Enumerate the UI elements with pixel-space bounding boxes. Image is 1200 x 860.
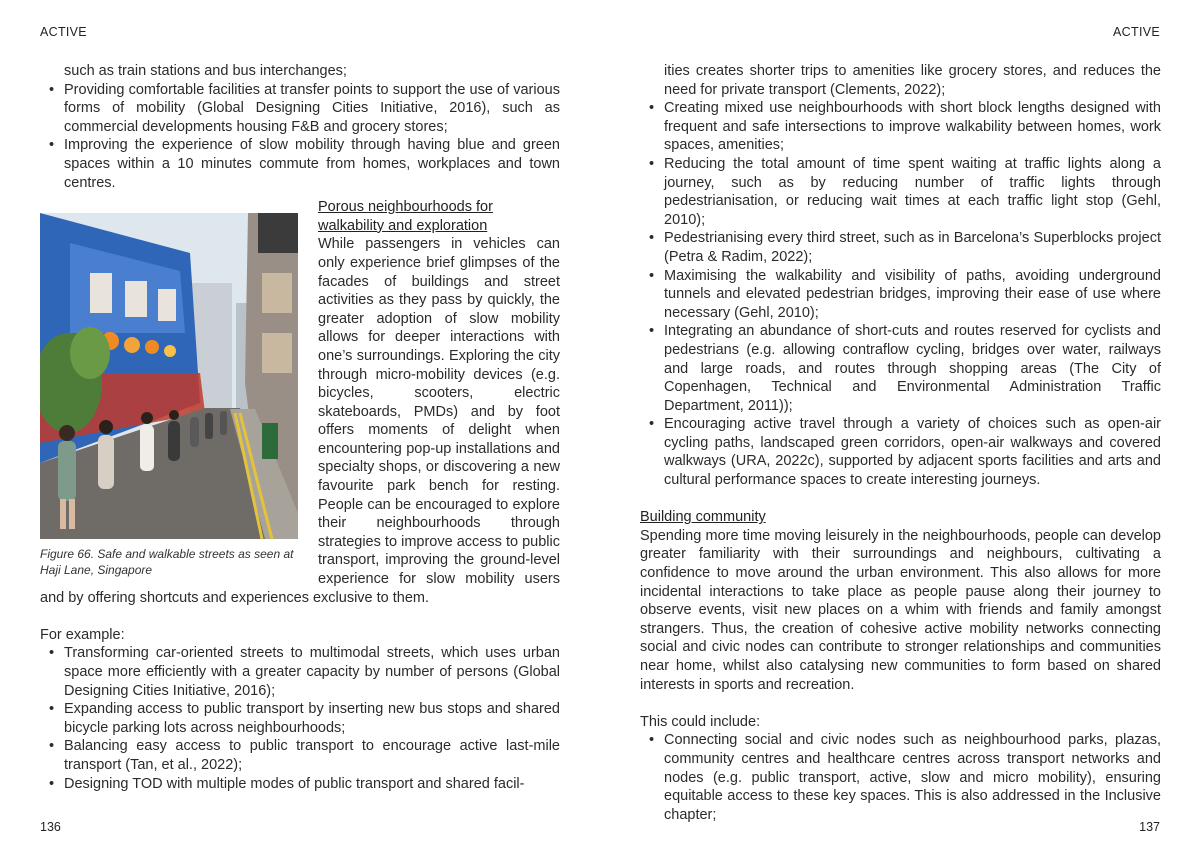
figure-caption: Figure 66. Safe and walkable streets as seen at Haji Lane, Singapore <box>40 547 294 577</box>
figure-section <box>40 198 560 607</box>
list-item: • Improving the experience of slow mobility through having blue and green spaces within a 10 minutes commute from homes, workplaces and town centres. <box>40 136 560 192</box>
list-item: • Transforming car-oriented streets to multimodal streets, which uses urban space more efficiently with a greater capacity by number of persons (Global Designing Cities Initiative, 2016); <box>40 644 560 700</box>
list-item: • Integrating an abundance of short-cuts and routes reserved for cyclists and pedestrians (e.g. allowing contraflow cycling, bridges over water, railways and large roads, and routes through shopping areas (The City of Copenhagen, Technical and Environmental Administration Traffic Department, 2011)); <box>640 322 1161 415</box>
running-header-left: ACTIVE <box>40 25 87 39</box>
list-item: • Connecting social and civic nodes such as neighbourhood parks, plazas, community centres and healthcare centres across transport networks and nodes (e.g. public transport, active, slow and micro mobility), ensuring equitable access to these key spaces. This is also addressed in the Inclusive chapter; <box>640 731 1161 824</box>
list-item: • Designing TOD with multiple modes of public transport and shared facil- <box>40 775 560 794</box>
page-number-left: 136 <box>40 820 61 834</box>
figure <box>40 213 302 582</box>
list-item: • Expanding access to public transport by inserting new bus stops and shared bicycle parking lots across neighbourhoods; <box>40 700 560 737</box>
bullet-list-top-left <box>40 62 560 192</box>
bullet-list-bottom-right <box>640 731 1161 824</box>
bullet-list-bottom-left <box>40 644 560 793</box>
left-page-column <box>40 62 560 793</box>
street-photo <box>40 213 298 539</box>
running-header-right: ACTIVE <box>1113 25 1160 39</box>
section-title-porous: Porous neighbourhoods for walkability and exploration <box>318 199 493 234</box>
list-item: • Creating mixed use neighbourhoods with short block lengths designed with frequent and safe intersections to improve walkability between homes, work spaces, amenities; <box>640 99 1161 155</box>
list-item: • Providing comfortable facilities at transfer points to support the use of various forms of mobility (Global Designing Cities Initiative, 2016), such as commercial developments housing F&B and grocery stores; <box>40 81 560 137</box>
list-item: • Pedestrianising every third street, such as in Barcelona’s Superblocks project (Petra & Radim, 2022); <box>640 229 1161 266</box>
page-number-right: 137 <box>1139 820 1160 834</box>
haji-lane-photo-illustration <box>40 213 298 539</box>
list-item: such as train stations and bus interchanges; <box>64 63 347 79</box>
list-item: • Reducing the total amount of time spent waiting at traffic lights along a journey, such as by reducing number of traffic lights through pedestrianisation, or reducing wait times at each traffic light stop (Gehl, 2010); <box>640 155 1161 229</box>
bullet-list-top-right <box>640 62 1161 490</box>
section-body-community: Spending more time moving leisurely in the neighbourhoods, people can develop greater familiarity with their surroundings and neighbours, cultivating a confidence to move around the urban environment. This also allows for more incidental interactions to take place as people pause along their journey to observe events, visit new places on a whim with friends and family amongst strangers. Thus, the creation of cohesive active mobility networks connecting social and civic nodes can contribute to stronger relationships and communities near home, whilst also catalysing new communities to form based on shared interests in sports and recreation. <box>640 527 1161 693</box>
section-body-porous: While passengers in vehicles can only experience brief glimpses of the facades of buildings and street activities as they pass by quickly, the greater adoption of slow mobility allows for deeper interactions with one’s surroundings. Exploring the city through micro-mobility devices (e.g. bicycles, scooters, electric skateboards, PMDs) and by foot offers moments of delight when encountering pop-up installations and specialty shops, or discovering a new favourite park bench for resting. People can be encouraged to explore their neighbourhoods through strategies to improve access to public transport, improving the ground-level experience for slow mobility users and by offering shortcuts and experiences exclusive to them. <box>40 236 560 606</box>
right-page-column <box>640 62 1161 824</box>
section-title-community: Building community <box>640 509 766 526</box>
list-item: ities creates shorter trips to amenities like grocery stores, and reduces the need for private transport (Clements, 2022); <box>664 63 1161 98</box>
include-intro: This could include: <box>640 713 761 730</box>
list-item: • Balancing easy access to public transport to encourage active last-mile transport (Tan, et al., 2022); <box>40 737 560 774</box>
list-item: • Encouraging active travel through a variety of choices such as open-air cycling paths, landscaped green corridors, open-air walkways and covered walkways (URA, 2022c), supported by adjacent sports facilities and arts and cultural performance spaces to create interesting journeys. <box>640 415 1161 489</box>
example-intro: For example: <box>40 626 125 643</box>
list-item: • Maximising the walkability and visibility of paths, avoiding underground tunnels and elevated pedestrian bridges, improving their ease of use where necessary (Gehl, 2010); <box>640 267 1161 323</box>
